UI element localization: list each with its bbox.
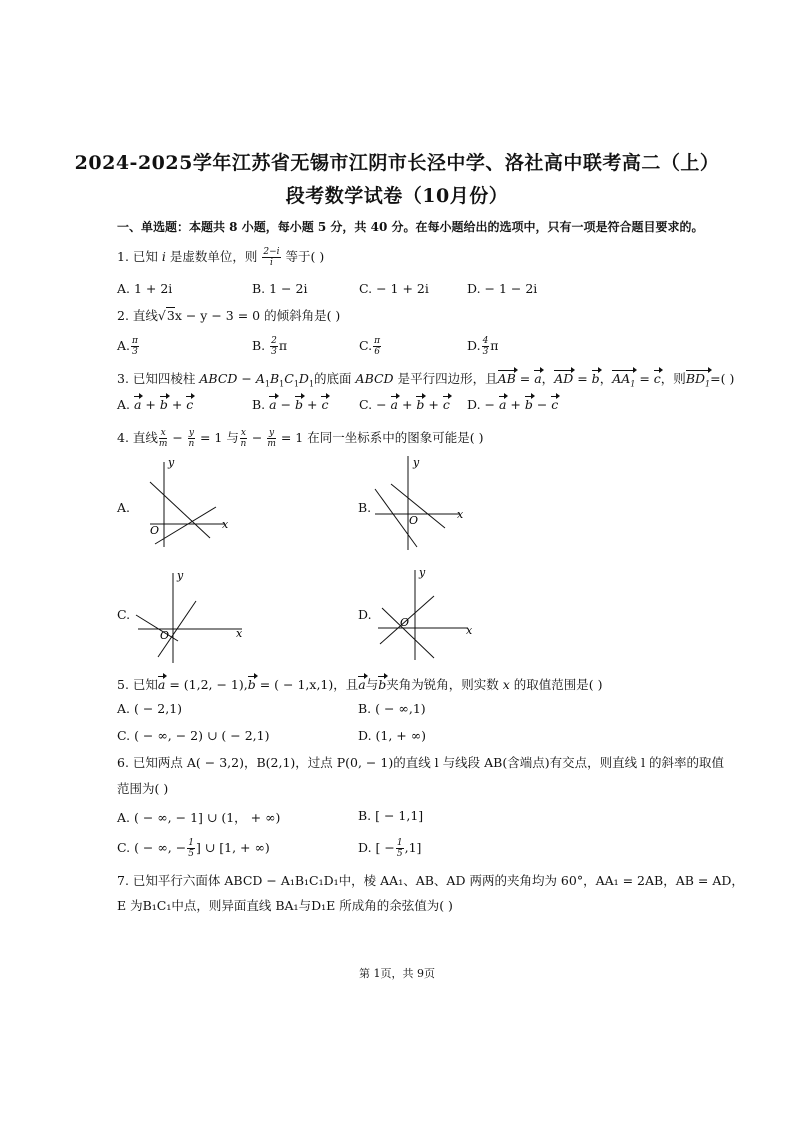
question-5: 5. 已知a = (1,2, − 1),b = ( − 1,x,1)，且a与b夹角为锐角，则实数 x 的取值范围是( ) bbox=[117, 677, 603, 692]
exam-title-line2: 段考数学试卷（10月份） bbox=[285, 185, 509, 207]
question-7-line2: E 为B₁C₁中点，则异面直线 BA₁与D₁E 所成角的余弦值为( ) bbox=[117, 898, 453, 913]
q2-option-d[interactable]: D. $\frac{4}{3}$ π bbox=[467, 336, 499, 357]
q3-option-d[interactable]: D. − a + b − c bbox=[467, 397, 559, 412]
question-6-line1: 6. 已知两点 A( − 3,2)，B(2,1)，过点 P(0, − 1)的直线 l 与线段 AB(含端点)有交点，则直线 l 的斜率的取值 bbox=[117, 755, 725, 770]
q4-option-c[interactable]: C. bbox=[117, 607, 131, 622]
svg-text:x: x bbox=[236, 627, 243, 640]
svg-text:x: x bbox=[457, 508, 464, 521]
q1-option-b[interactable]: B. 1 − 2i bbox=[252, 281, 308, 296]
q1-option-a[interactable]: A. 1 + 2i bbox=[117, 281, 173, 296]
q6-option-b[interactable]: B. [ − 1,1] bbox=[358, 808, 424, 823]
svg-text:y: y bbox=[177, 569, 184, 582]
question-6-line2: 范围为( ) bbox=[117, 781, 169, 796]
fraction: $\frac{2-i}{i}$ bbox=[263, 247, 280, 268]
svg-text:O: O bbox=[150, 524, 160, 537]
question-2: 2. 直线√3x − y − 3 = 0 的倾斜角是( ) bbox=[117, 308, 341, 323]
svg-text:y: y bbox=[413, 456, 420, 469]
q5-option-c[interactable]: C. ( − ∞, − 2) ∪ ( − 2,1) bbox=[117, 728, 270, 743]
q3-option-c[interactable]: C. − a + b + c bbox=[359, 397, 450, 412]
q2-option-a[interactable]: A. $\frac{\pi}{3}$ bbox=[117, 336, 138, 357]
svg-text:x: x bbox=[466, 624, 473, 637]
q4-graph-d bbox=[372, 562, 482, 662]
svg-text:x: x bbox=[222, 518, 229, 531]
exam-title-line1: 2024-2025学年江苏省无锡市江阴市长泾中学、洛社高中联考高二（上） bbox=[74, 152, 720, 174]
q6-option-a[interactable]: A. ( − ∞, − 1] ∪ (1， + ∞) bbox=[117, 810, 281, 825]
page-footer: 第 1页，共 9页 bbox=[359, 967, 435, 980]
section-heading: 一、单选题：本题共 8 小题，每小题 5 分，共 40 分。在每小题给出的选项中，只有一项是符合题目要求的。 bbox=[117, 220, 704, 234]
q5-option-d[interactable]: D. (1, + ∞) bbox=[358, 728, 427, 743]
q6-option-d[interactable]: D. [ − $\frac{1}{5}$ ,1] bbox=[358, 838, 422, 859]
q3-option-b[interactable]: B. a − b + c bbox=[252, 397, 329, 412]
svg-text:O: O bbox=[160, 629, 170, 642]
svg-text:O: O bbox=[400, 616, 410, 629]
q5-option-a[interactable]: A. ( − 2,1) bbox=[117, 701, 183, 716]
question-3: 3. 已知四棱柱 ABCD − $A_1B_1C_1D_1$的底面 ABCD 是平行四边形，且AB = a，AD = b，$AA_1 = c$，则$BD_1=$( ) bbox=[117, 371, 735, 389]
q6-option-c[interactable]: C. ( − ∞, − $\frac{1}{5}$ ] ∪ [1, + ∞) bbox=[117, 838, 270, 859]
q4-graph-c bbox=[130, 565, 250, 665]
q4-option-b[interactable]: B. bbox=[358, 500, 372, 515]
question-7-line1: 7. 已知平行六面体 ABCD − A₁B₁C₁D₁中，棱 AA₁、AB、AD 两两的夹角均为 60°，AA₁ = 2AB，AB = AD， bbox=[117, 873, 744, 888]
q4-option-d[interactable]: D. bbox=[358, 607, 372, 622]
q3-option-a[interactable]: A. a + b + c bbox=[117, 397, 194, 412]
q2-option-c[interactable]: C. $\frac{\pi}{6}$ bbox=[359, 336, 381, 357]
question-4: 4. 直线 $\frac{x}{m}$ − $\frac{y}{n}$ = 1 与 $\frac{x}{n}$ − $\frac{y}{m}$ = 1 在同一坐标系中的图象可能是( ) bbox=[117, 428, 484, 449]
q1-option-c[interactable]: C. − 1 + 2i bbox=[359, 281, 429, 296]
q5-option-b[interactable]: B. ( − ∞,1) bbox=[358, 701, 426, 716]
q1-option-d[interactable]: D. − 1 − 2i bbox=[467, 281, 538, 296]
q4-option-a[interactable]: A. bbox=[117, 500, 131, 515]
svg-text:y: y bbox=[168, 456, 175, 469]
question-1: 1. 已知 i 是虚数单位，则 $\frac{2-i}{i}$ 等于( ) bbox=[117, 247, 325, 268]
svg-text:O: O bbox=[409, 514, 419, 527]
q2-option-b[interactable]: B. $\frac{2}{3}$ π bbox=[252, 336, 288, 357]
q4-graph-a bbox=[140, 452, 240, 552]
q4-graph-b bbox=[365, 452, 475, 552]
svg-text:y: y bbox=[419, 566, 426, 579]
